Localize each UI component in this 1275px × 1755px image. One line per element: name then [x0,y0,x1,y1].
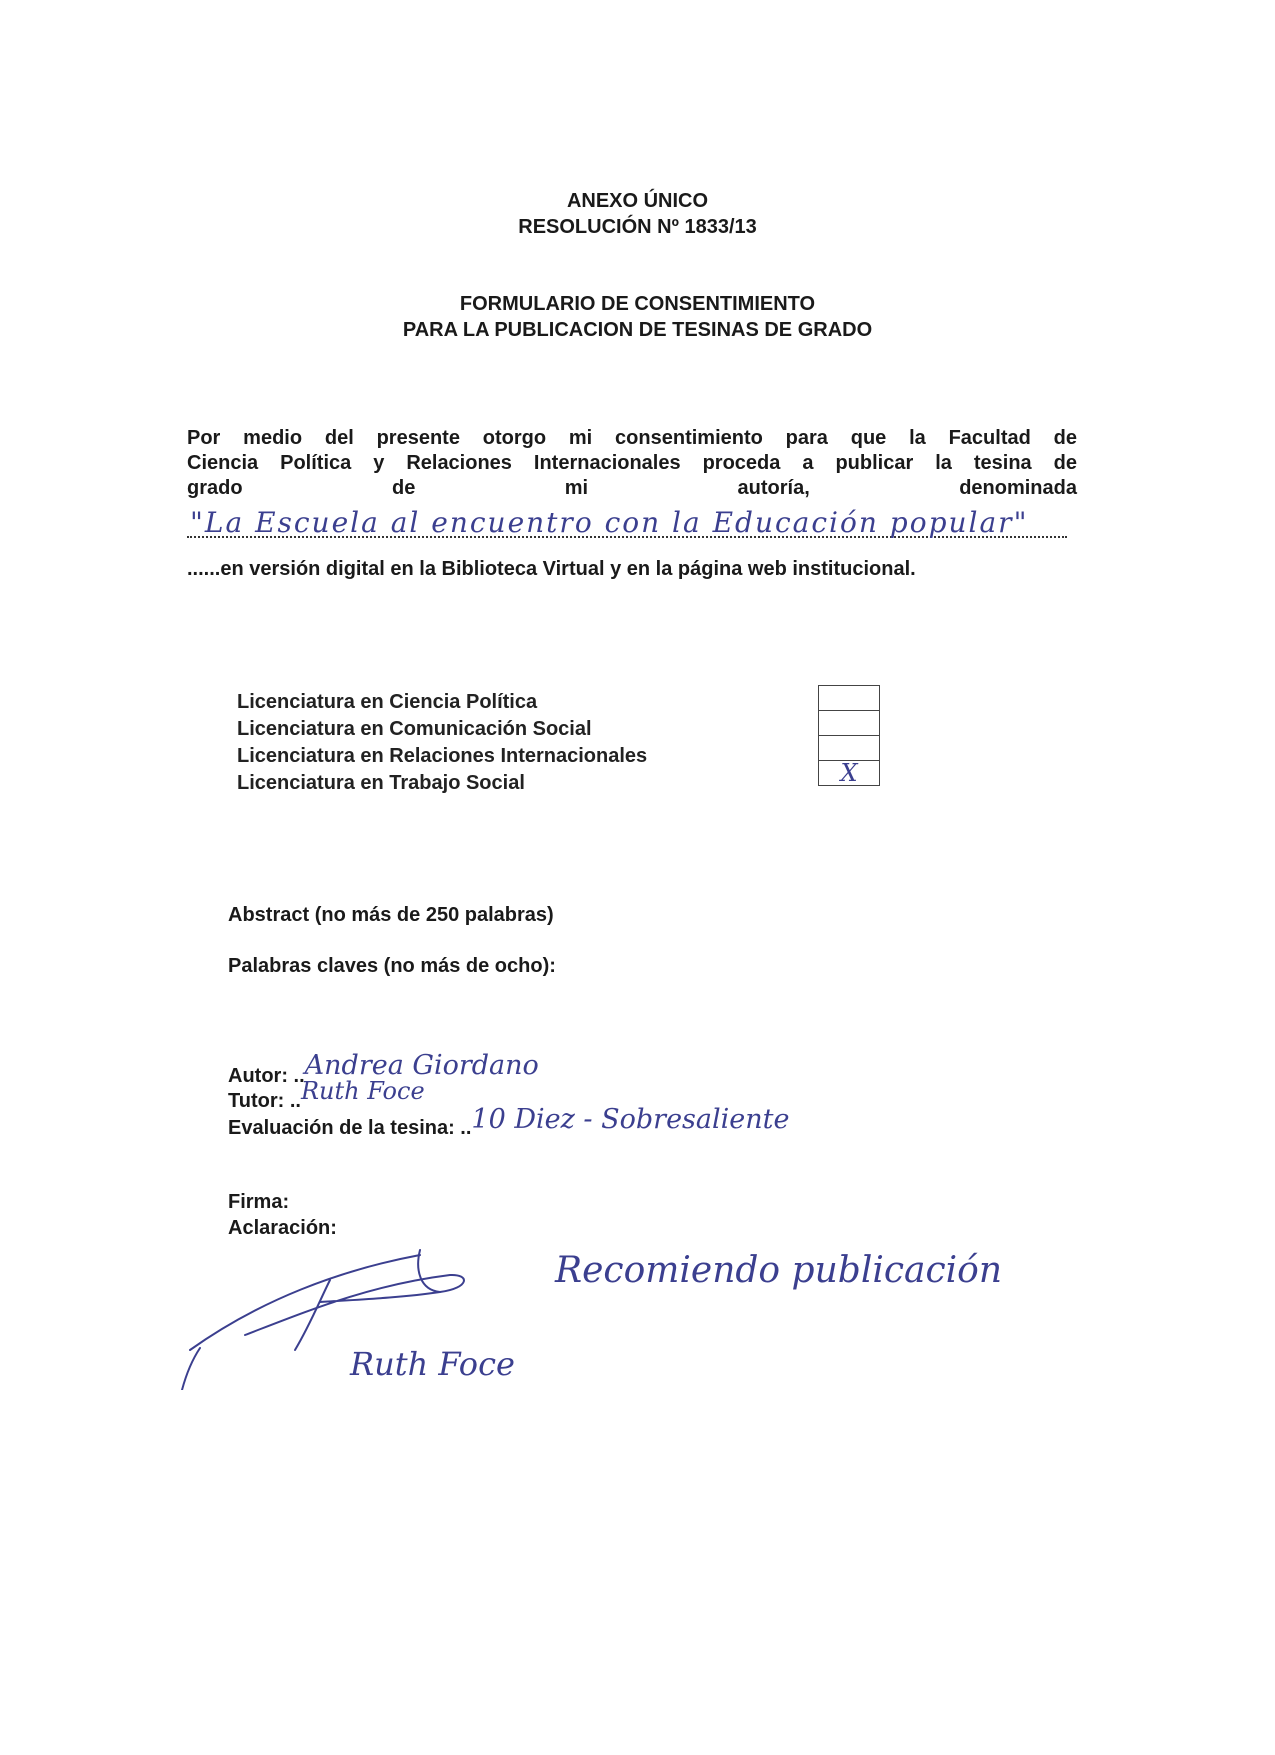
checkbox-relaciones-internacionales[interactable] [818,735,880,761]
consent-line-3 [187,476,1077,500]
checkbox-comunicacion-social[interactable] [818,710,880,736]
form-subtitle: PARA LA PUBLICACION DE TESINAS DE GRADO [402,319,873,341]
tutor-row [228,1077,425,1113]
career-checkbox-column [818,686,880,786]
evaluation-label: Evaluación de la tesina: .. [228,1117,472,1139]
resolution-number: RESOLUCIÓN Nº 1833/13 [518,216,757,238]
consent-line-2: Ciencia Política y Relaciones Internacionales proceda a publicar la tesina de [187,452,1077,474]
word: grado [187,477,243,499]
evaluation-value: 10 Diez - Sobresaliente [471,1104,790,1135]
career-option-ciencia-politica: Licenciatura en Ciencia Política [237,691,538,713]
form-title: FORMULARIO DE CONSENTIMIENTO [459,293,816,315]
author-value: Andrea Giordano [304,1050,539,1081]
career-option-comunicacion-social: Licenciatura en Comunicación Social [237,718,592,740]
consent-line-1: Por medio del presente otorgo mi consentimiento para que la Facultad de [187,427,1077,449]
word: autoría, [737,477,810,499]
handwritten-clarification: Ruth Foce [350,1345,515,1383]
checkbox-mark: X [840,759,858,787]
word: de [391,477,416,499]
tutor-label: Tutor: .. [228,1090,301,1112]
annex-title: ANEXO ÚNICO [566,190,709,212]
evaluation-row [228,1104,790,1141]
keywords-label: Palabras claves (no más de ocho): [228,955,556,977]
checkbox-ciencia-politica[interactable] [818,685,880,711]
word: denominada [959,477,1077,499]
handwritten-thesis-title: "La Escuela al encuentro con la Educación popular" [190,506,1029,539]
tutor-value: Ruth Foce [300,1077,425,1105]
checkbox-trabajo-social[interactable] [818,760,880,786]
word: mi [564,477,589,499]
clarification-label: Aclaración: [228,1217,337,1239]
consent-line-5: ......en versión digital en la Biblioteca Virtual y en la página web institucional. [187,558,916,580]
signature-label: Firma: [228,1191,290,1213]
career-option-trabajo-social: Licenciatura en Trabajo Social [237,772,525,794]
career-option-relaciones-internacionales: Licenciatura en Relaciones Internacionales [237,745,648,767]
abstract-label: Abstract (no más de 250 palabras) [228,904,554,926]
author-label: Autor: .. [228,1065,305,1087]
handwritten-recommendation: Recomiendo publicación [555,1250,1003,1291]
